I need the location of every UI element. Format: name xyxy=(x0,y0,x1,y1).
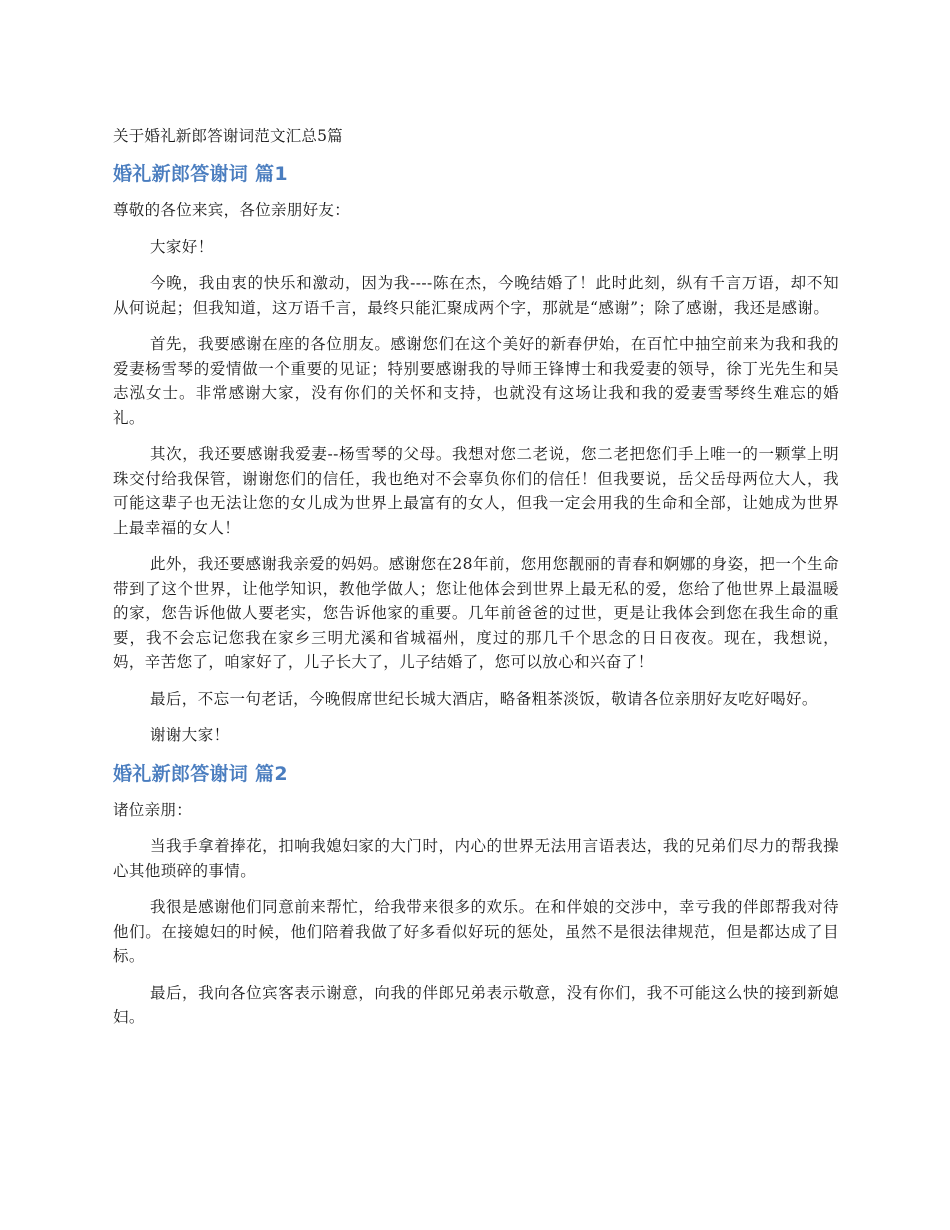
paragraph: 此外，我还要感谢我亲爱的妈妈。感谢您在28年前，您用您靓丽的青春和婀娜的身姿，把一个生命带到了这个世界，让他学知识，教他学做人；您让他体会到世界上最无私的爱，您给了他世界上最温暖的家，您告诉他做人要老实，您告诉他家的重要。几年前爸爸的过世，更是让我体会到您在我生命的重要，我不会忘记您我在家乡三明尤溪和省城福州，度过的那几千个思念的日日夜夜。现在，我想说，妈，辛苦您了，咱家好了，儿子长大了，儿子结婚了，您可以放心和兴奋了！ xyxy=(113,555,839,671)
paragraph: 最后，不忘一句老话，今晚假席世纪长城大酒店，略备粗茶淡饭，敬请各位亲朋好友吃好喝好。 xyxy=(150,689,818,708)
paragraph: 当我手拿着捧花，扣响我媳妇家的大门时，内心的世界无法用言语表达，我的兄弟们尽力的帮我操心其他琐碎的事情。 xyxy=(113,837,839,880)
section-2 xyxy=(113,760,839,1030)
section-heading: 婚礼新郎答谢词 篇2 xyxy=(113,762,288,785)
paragraph: 大家好！ xyxy=(150,237,214,256)
paragraph: 其次，我还要感谢我爱妻--杨雪琴的父母。我想对您二老说，您二老把您们手上唯一的一颗掌上明珠交付给我保管，谢谢您们的信任，我也绝对不会辜负你们的信任！但我要说，岳父岳母两位大人，我可能这辈子也无法让您的女儿成为世界上最富有的女人，但我一定会用我的生命和全部，让她成为世界上最幸福的女人！ xyxy=(113,445,839,537)
document-title: 关于婚礼新郎答谢词范文汇总5篇 xyxy=(113,127,343,145)
paragraph: 首先，我要感谢在座的各位朋友。感谢您们在这个美好的新春伊始，在百忙中抽空前来为我和我的爱妻杨雪琴的爱情做一个重要的见证；特别要感谢我的导师王锋博士和我爱妻的领导，徐丁光先生和吴志泓女士。非常感谢大家，没有你们的关怀和支持，也就没有这场让我和我的爱妻雪琴终生难忘的婚礼。 xyxy=(113,335,839,427)
section-heading: 婚礼新郎答谢词 篇1 xyxy=(113,163,288,185)
document-page xyxy=(113,124,839,1042)
paragraph: 我很是感谢他们同意前来帮忙，给我带来很多的欢乐。在和伴娘的交涉中，幸亏我的伴郎帮我对待他们。在接媳妇的时候，他们陪着我做了好多看似好玩的惩处，虽然不是很法律规范，但是都达成了目标。 xyxy=(113,898,839,965)
salutation: 诸位亲朋： xyxy=(113,800,193,819)
section-1 xyxy=(113,160,839,748)
paragraph: 今晚，我由衷的快乐和激动，因为我----陈在杰，今晚结婚了！此时此刻，纵有千言万语，却不知从何说起；但我知道，这万语千言，最终只能汇聚成两个字，那就是“感谢”；除了感谢，我还是感谢。 xyxy=(113,274,839,317)
paragraph: 谢谢大家！ xyxy=(150,726,230,744)
paragraph: 最后，我向各位宾客表示谢意，向我的伴郎兄弟表示敬意，没有你们，我不可能这么快的接到新媳妇。 xyxy=(113,983,839,1026)
salutation: 尊敬的各位来宾，各位亲朋好友： xyxy=(113,201,351,219)
